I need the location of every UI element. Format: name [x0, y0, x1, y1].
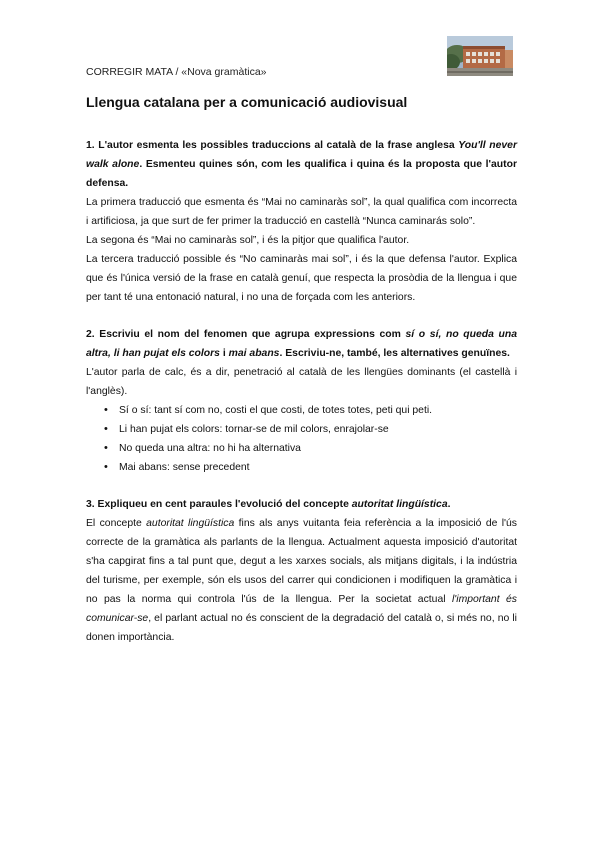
question-1: 1. L'autor esmenta les possibles traduccions al català de la frase anglesa You'll never walk alone. Esmenteu quines són, com les qualifica i quina és la proposta que l'autor defensa.: [86, 140, 517, 189]
question-2: 2. Escriviu el nom del fenomen que agrupa expressions com sí o sí, no queda una altra, li han pujat els colors i mai abans. Escriviu-ne, també, les alternatives genuïnes.: [86, 329, 518, 359]
list-item: • Li han pujat els colors: tornar-se de mil colors, enrajolar-se: [119, 420, 517, 439]
answer-1-paragraph-1: La primera traducció que esmenta és “Mai no caminaràs sol”, la qual qualifica com incorrecta i artificiosa, ja que surt de fer primer la traducció en castellà “Nunca caminarás solo”.: [86, 197, 517, 227]
document-body: [86, 136, 517, 647]
answer-1-paragraph-3: La tercera traducció possible és “No caminaràs mai sol”, i és la que defensa l'autor. Explica que és l'única versió de la frase en català genuí, que respecta la prosòdia de la llengua i que per tant té una entonació natural, i no una de forçada com les anteriors.: [86, 254, 517, 303]
list-item: • Mai abans: sense precedent: [119, 458, 517, 477]
school-building-photo: [447, 36, 513, 76]
page-title: Llengua catalana per a comunicació audiovisual: [86, 94, 408, 110]
calc-alternatives-list: [86, 401, 517, 477]
question-3: 3. Expliqueu en cent paraules l'evolució del concepte autoritat lingüística.: [86, 499, 451, 510]
header-course-label: CORREGIR MATA / «Nova gramàtica»: [86, 66, 267, 78]
list-item: • No queda una altra: no hi ha alternativa: [119, 439, 517, 458]
answer-3-paragraph: El concepte autoritat lingüística fins als anys vuitanta feia referència a la imposició de l'ús correcte de la gramàtica als parlants de la llengua. Actualment aquesta imposició d'autoritat s'ha capgirat fins a tal punt que, degut a les xarxes socials, als mitjans digitals, i la indústria del turisme, per exemple, són els usos del carrer qui condicionen i modifiquen la gramàtica i no pas la norma qui controla l'ús de la llengua. Per la societat actual l'important és comunicar-se, el parlant actual no és conscient de la degradació del català o, si més no, no li donen importància.: [86, 518, 518, 643]
list-item: • Sí o sí: tant sí com no, costi el que costi, de totes totes, peti qui peti.: [119, 401, 517, 420]
school-building-photo-graphic: [447, 36, 513, 76]
answer-1-paragraph-2: La segona és “Mai no caminaràs sol”, i és la pitjor que qualifica l'autor.: [86, 235, 410, 246]
answer-2-paragraph: L'autor parla de calc, és a dir, penetració al català de les llengües dominants (el castellà i l'anglès).: [86, 367, 517, 397]
